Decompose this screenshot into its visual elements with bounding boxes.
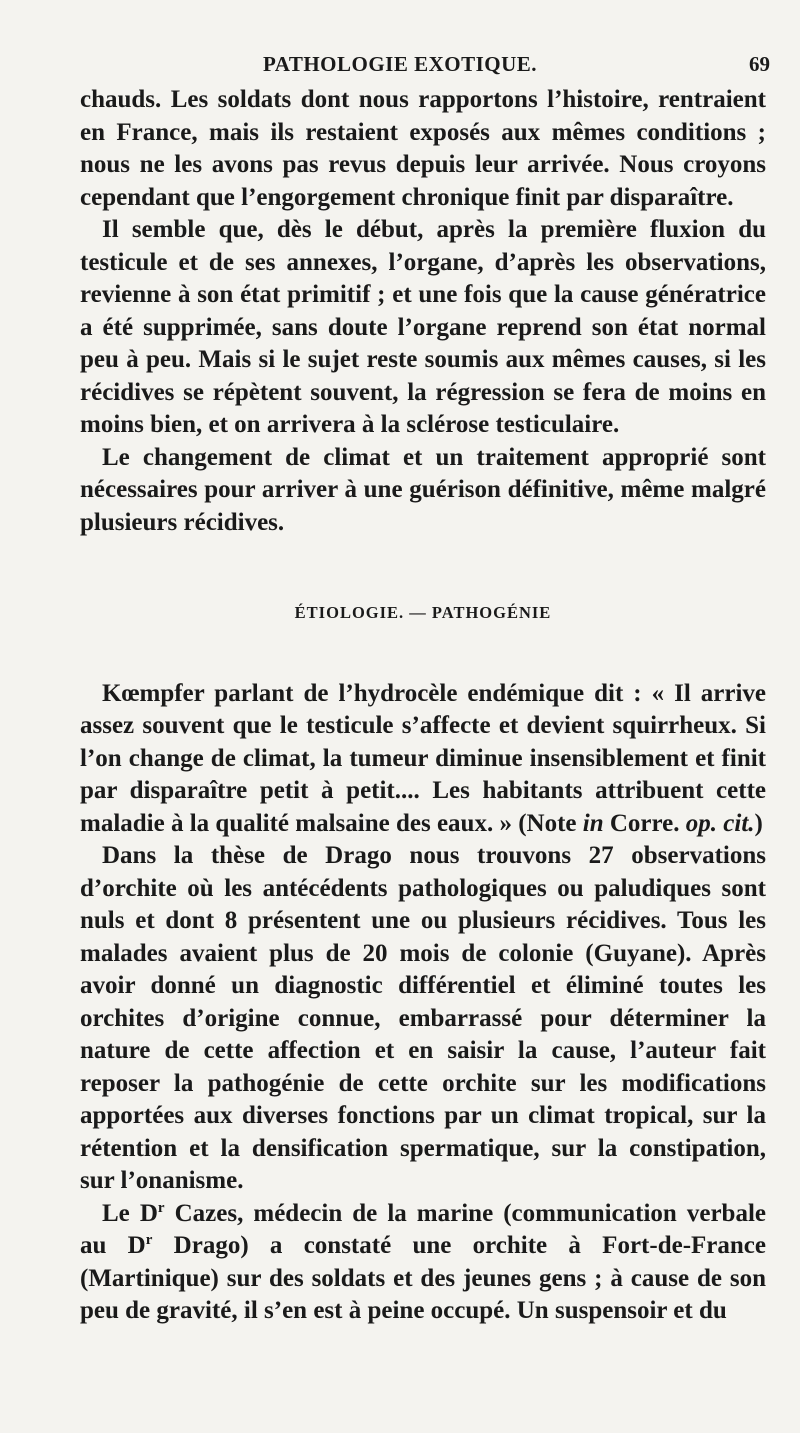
paragraph-koempfer — [80, 678, 766, 841]
paragraph-continuation: chauds. Les soldats dont nous rapportons l’histoire, rentraient en France, mais ils restaient exposés aux mêmes conditions ; nous ne les avons pas revus depuis leur arrivée. Nous croyons cependant que l’engorgement chronique finit par disparaître. — [80, 86, 766, 211]
italic-op-cit: op. cit. — [685, 809, 755, 837]
page-number: 69 — [749, 52, 770, 76]
paragraph-cazes — [80, 1198, 766, 1328]
koempfer-close: ) — [754, 809, 763, 837]
koempfer-quote: Kœmpfer parlant de l’hydrocèle endémique dit : « Il arrive assez souvent que le testicule s’affecte et devient squirrheux. Si l’on change de climat, la tumeur diminue insensiblement et finit par disparaître petit à petit.... Les habitants attribuent cette maladie à la qualité malsaine des eaux. » (Note — [80, 679, 766, 837]
paragraph-drago: Dans la thèse de Drago nous trouvons 27 observations d’orchite où les antécédents pathologiques ou paludiques sont nuls et dont 8 présentent une ou plusieurs récidives. Tous les malades avaient plus de 20 mois de colonie (Guyane). Après avoir donné un diagnostic différentiel et éliminé toutes les orchites d’origine connue, embarrassé pour déterminer la nature de cette affection et en saisir la cause, l’auteur fait reposer la pathogénie de cette orchite sur les modifications apportées aux diverses fonctions par un climat tropical, sur la rétention et la densification spermatique, sur la constipation, sur l’onanisme. — [80, 842, 766, 1194]
doctor-superscript: r — [145, 1232, 153, 1248]
body-text — [80, 84, 766, 1328]
cazes-text-b: Cazes, médecin de la marine (communication verbale au D — [80, 1199, 767, 1259]
cazes-text-c: Drago) a constaté une orchite à Fort-de-France (Martinique) sur des soldats et des jeunes gens ; à cause de son peu de gravité, il s’en est à peine occupé. Un suspensoir et du — [80, 1232, 766, 1324]
running-title: PATHOLOGIE EXOTIQUE. — [262, 52, 538, 76]
italic-in: in — [582, 809, 604, 837]
running-head — [0, 52, 800, 82]
paragraph-treatment: Le changement de climat et un traitement approprié sont nécessaires pour arriver à une guérison définitive, même malgré plusieurs récidives. — [80, 443, 766, 536]
paragraph-regression: Il semble que, dès le début, après la première fluxion du testicule et de ses annexes, l’organe, d’après les observations, revienne à son état primitif ; et une fois que la cause génératrice a été supprimée, sans doute l’organe reprend son état normal peu à peu. Mais si le sujet reste soumis aux mêmes causes, si les récidives se répètent souvent, la régression se fera de moins en moins bien, et on arrivera à la sclérose testiculaire. — [80, 216, 766, 438]
section-heading: ÉTIOLOGIE. — PATHOGÉNIE — [294, 603, 552, 622]
doctor-superscript: r — [157, 1199, 165, 1216]
koempfer-corre: Corre. — [603, 809, 686, 837]
cazes-text-a: Le D — [102, 1199, 158, 1227]
